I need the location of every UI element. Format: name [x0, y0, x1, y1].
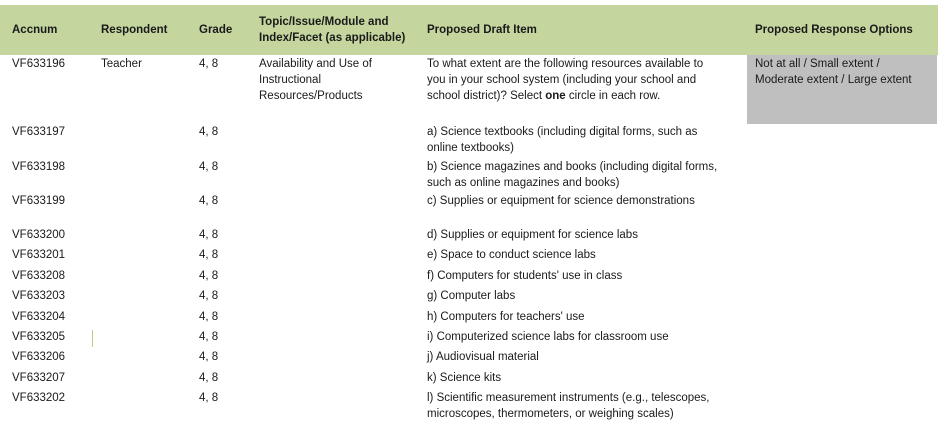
- accnum-cell: VF633205: [12, 331, 66, 343]
- item-cell: [427, 370, 501, 386]
- item-line: j) Audiovisual material: [427, 351, 539, 363]
- grade-cell: 4, 8: [199, 311, 219, 323]
- item-text: school district)? Select: [427, 90, 546, 102]
- grade-cell: 4, 8: [199, 195, 219, 207]
- accnum-cell: VF633200: [12, 229, 66, 241]
- topic-line: Availability and Use of: [259, 58, 372, 70]
- topic-line: Resources/Products: [259, 90, 363, 102]
- header-accnum: Accnum: [12, 24, 58, 36]
- item-line: d) Supplies or equipment for science labs: [427, 229, 638, 241]
- grade-cell: 4, 8: [199, 58, 219, 70]
- item-line: [427, 88, 703, 104]
- item-cell: [427, 288, 515, 304]
- item-line: i) Computerized science labs for classroom use: [427, 331, 669, 343]
- accnum-cell: VF633198: [12, 161, 66, 173]
- item-line: b) Science magazines and books (including digital forms,: [427, 161, 718, 173]
- accnum-cell: VF633199: [12, 195, 66, 207]
- topic-cell: [259, 56, 372, 104]
- header-grade: Grade: [199, 24, 233, 36]
- accnum-cell: VF633207: [12, 372, 66, 384]
- accnum-cell: VF633202: [12, 392, 66, 404]
- grade-cell: 4, 8: [199, 249, 219, 261]
- item-line: such as online magazines and books): [427, 177, 620, 189]
- accnum-cell: VF633206: [12, 351, 66, 363]
- grade-cell: 4, 8: [199, 229, 219, 241]
- item-cell: [427, 159, 717, 191]
- item-line: g) Computer labs: [427, 290, 516, 302]
- item-line: a) Science textbooks (including digital forms, such as: [427, 126, 698, 138]
- grade-cell: 4, 8: [199, 331, 219, 343]
- accnum-cell: VF633208: [12, 270, 66, 282]
- options-line: Moderate extent / Large extent: [755, 74, 912, 86]
- header-topic-line: Topic/Issue/Module and: [259, 16, 389, 28]
- item-cell: [427, 56, 703, 104]
- item-cell: [427, 268, 622, 284]
- item-line: f) Computers for students' use in class: [427, 270, 623, 282]
- topic-line: Instructional: [259, 74, 322, 86]
- accnum-cell: VF633196: [12, 58, 66, 70]
- grade-cell: 4, 8: [199, 290, 219, 302]
- item-line: k) Science kits: [427, 372, 502, 384]
- respondent-cell: Teacher: [101, 58, 142, 70]
- item-text: circle in each row.: [565, 90, 661, 102]
- header-topic: [259, 14, 405, 46]
- item-line: To what extent are the following resources available to: [427, 58, 704, 70]
- item-cell: [427, 124, 697, 156]
- item-line: l) Scientific measurement instruments (e.g., telescopes,: [427, 392, 710, 404]
- item-line: you in your school system (including your school and: [427, 74, 697, 86]
- options-line: Not at all / Small extent /: [755, 58, 880, 70]
- item-line: microscopes, thermometers, or weighing scales): [427, 408, 674, 420]
- item-cell: [427, 349, 539, 365]
- item-cell: [427, 390, 710, 422]
- grade-cell: 4, 8: [199, 270, 219, 282]
- item-line: h) Computers for teachers' use: [427, 311, 585, 323]
- text-cursor-mark: [92, 330, 93, 347]
- header-topic-line: Index/Facet (as applicable): [259, 32, 406, 44]
- grade-cell: 4, 8: [199, 392, 219, 404]
- item-cell: [427, 247, 596, 263]
- accnum-cell: VF633201: [12, 249, 66, 261]
- item-line: c) Supplies or equipment for science demonstrations: [427, 195, 695, 207]
- header-options: Proposed Response Options: [755, 24, 913, 36]
- options-cell: [755, 56, 912, 88]
- accnum-cell: VF633203: [12, 290, 66, 302]
- accnum-cell: VF633204: [12, 311, 66, 323]
- item-line: e) Space to conduct science labs: [427, 249, 596, 261]
- item-cell: [427, 193, 695, 209]
- accnum-cell: VF633197: [12, 126, 66, 138]
- item-emphasis: one: [545, 90, 566, 102]
- header-respondent: Respondent: [101, 24, 168, 36]
- header-item: Proposed Draft Item: [427, 24, 537, 36]
- item-cell: [427, 227, 638, 243]
- grade-cell: 4, 8: [199, 126, 219, 138]
- grade-cell: 4, 8: [199, 372, 219, 384]
- item-cell: [427, 309, 585, 325]
- grade-cell: 4, 8: [199, 351, 219, 363]
- grade-cell: 4, 8: [199, 161, 219, 173]
- item-cell: [427, 329, 669, 345]
- item-line: online textbooks): [427, 142, 514, 154]
